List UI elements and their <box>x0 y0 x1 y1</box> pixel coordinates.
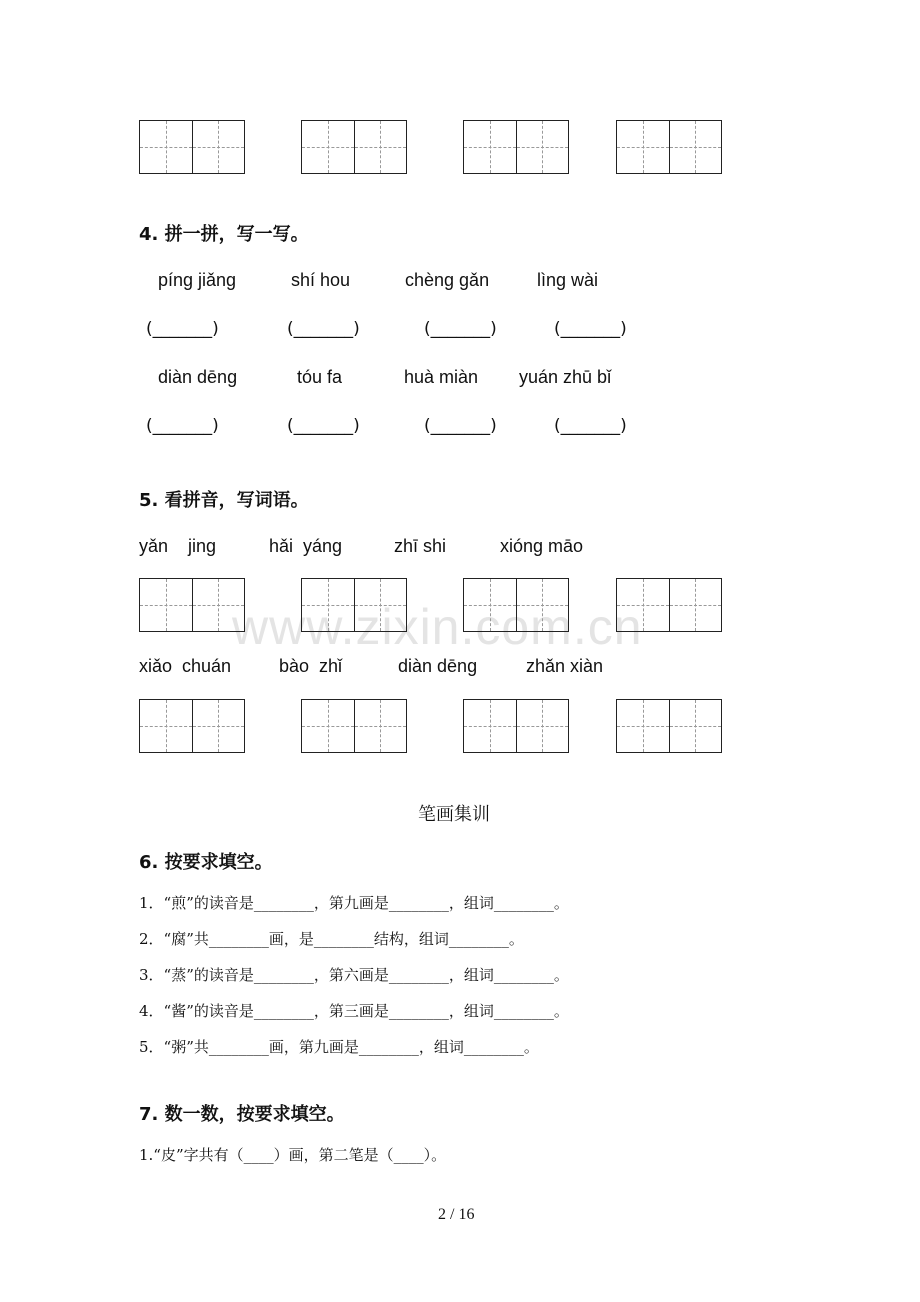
writing-grid-box[interactable] <box>301 120 407 174</box>
answer-blank[interactable]: (_______) <box>424 319 497 339</box>
pinyin-word: yuán zhū bǐ <box>519 367 612 387</box>
pinyin-word: huà miàn <box>404 367 479 387</box>
pinyin-word: hǎi yáng <box>269 536 343 556</box>
fill-item: 5．“粥”共________画，第九画是________，组词________。 <box>139 1038 539 1056</box>
pinyin-word: tóu fa <box>297 367 343 387</box>
writing-grid-box[interactable] <box>463 120 569 174</box>
pinyin-word: bào zhǐ <box>279 656 343 676</box>
fill-item: 1.“皮”字共有（____）画，第二笔是（____）。 <box>139 1146 447 1164</box>
writing-grid-box[interactable] <box>463 699 569 753</box>
fill-item: 3．“蒸”的读音是________，第六画是________，组词________。 <box>139 966 569 984</box>
pinyin-word: zhǎn xiàn <box>526 656 604 676</box>
fill-item: 1．“煎”的读音是________，第九画是________，组词________。 <box>139 894 569 912</box>
pinyin-word: zhī shi <box>394 536 447 556</box>
pinyin-word: yǎn jing <box>139 536 217 556</box>
fill-item: 4．“酱”的读音是________，第三画是________，组词________。 <box>139 1002 569 1020</box>
pinyin-word: xióng māo <box>500 536 584 556</box>
q6-heading: 6. 按要求填空。 <box>139 852 273 873</box>
page-number: 2 / 16 <box>438 1206 475 1223</box>
pinyin-word: chèng gǎn <box>405 270 490 290</box>
writing-grid-box[interactable] <box>139 120 245 174</box>
writing-grid-box[interactable] <box>463 578 569 632</box>
writing-grid-box[interactable] <box>301 578 407 632</box>
answer-blank[interactable]: (_______) <box>287 416 360 436</box>
pinyin-word: diàn dēng <box>398 656 478 676</box>
pinyin-word: xiǎo chuán <box>139 656 232 676</box>
answer-blank[interactable]: (_______) <box>146 416 219 436</box>
pinyin-word: shí hou <box>291 270 351 290</box>
answer-blank[interactable]: (_______) <box>424 416 497 436</box>
writing-grid-box[interactable] <box>616 120 722 174</box>
pinyin-word: píng jiǎng <box>158 270 237 290</box>
writing-grid-box[interactable] <box>616 578 722 632</box>
answer-blank[interactable]: (_______) <box>554 319 627 339</box>
writing-grid-box[interactable] <box>139 699 245 753</box>
answer-blank[interactable]: (_______) <box>287 319 360 339</box>
answer-blank[interactable]: (_______) <box>554 416 627 436</box>
pinyin-word: diàn dēng <box>158 367 238 387</box>
watermark: www.zixin.com.cn <box>232 599 643 655</box>
writing-grid-box[interactable] <box>616 699 722 753</box>
q4-heading: 4. 拼一拼，写一写。 <box>139 224 309 245</box>
section-title: 笔画集训 <box>418 804 490 825</box>
q7-heading: 7. 数一数，按要求填空。 <box>139 1104 345 1125</box>
writing-grid-box[interactable] <box>139 578 245 632</box>
pinyin-word: lìng wài <box>537 270 599 290</box>
answer-blank[interactable]: (_______) <box>146 319 219 339</box>
writing-grid-box[interactable] <box>301 699 407 753</box>
q5-heading: 5. 看拼音，写词语。 <box>139 490 309 511</box>
fill-item: 2．“腐”共________画，是________结构，组词________。 <box>139 930 524 948</box>
